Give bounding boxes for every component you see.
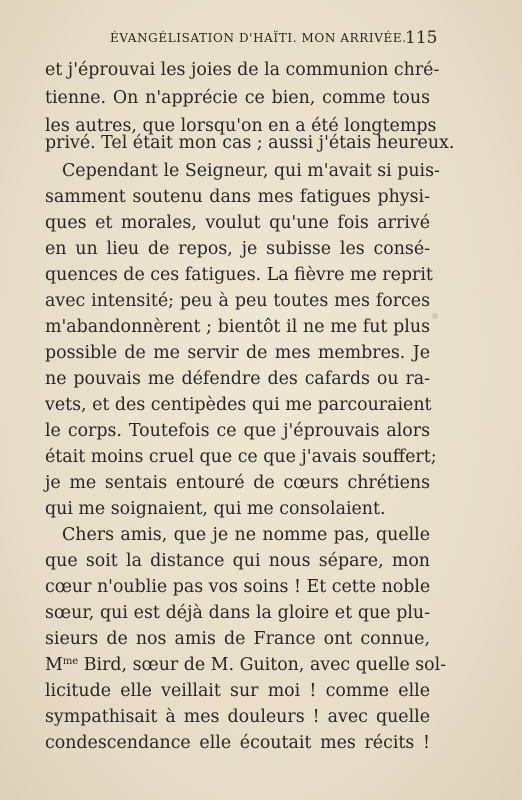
text-line: ques et morales, voulut qu'une fois arrivé [45, 213, 430, 233]
text-line: licitude elle veillait sur moi ! comme elle [45, 681, 430, 701]
text-line: les autres, que lorsqu'on en a été longtemps [45, 116, 437, 136]
text-line-rest: Bird, sœur de M. Guiton, avec quelle sol- [83, 655, 447, 675]
text-line: samment soutenu dans mes fatigues physi- [45, 187, 430, 207]
text-line: possible de me servir de mes membres. Je [45, 343, 430, 363]
title-abbreviation: $M^{me}$ [45, 655, 79, 675]
text-line: tienne. On n'apprécie ce bien, comme tous [45, 88, 430, 108]
text-line: quences de ces fatigues. La fièvre me reprit [45, 265, 433, 285]
text-line: cœur n'oublie pas vos soins ! Et cette noble [45, 577, 431, 597]
text-line: privé. Tel était mon cas ; aussi j'étais heureux. [45, 133, 455, 153]
text-line: qui me soignaient, qui me consolaient. [45, 499, 386, 519]
paper-speck [432, 313, 438, 319]
text-line: sieurs de nos amis de France ont connue, [45, 629, 430, 649]
page-number: 115 [405, 28, 438, 48]
text-line: sœur, qui est déjà dans la gloire et que plu- [45, 603, 430, 623]
text-line: et j'éprouvai les joies de la communion chré- [45, 60, 440, 80]
text-line: vets, et des centipèdes qui me parcouraient [45, 395, 432, 415]
running-head [0, 28, 522, 51]
text-line: ne pouvais me défendre des cafards ou ra- [45, 369, 430, 389]
text-line: que soit la distance qui nous sépare, mon [45, 551, 430, 571]
text-line: condescendance elle écoutait mes récits ! [45, 733, 430, 753]
text-line: était moins cruel que ce que j'avais souffert; [45, 447, 437, 467]
text-line-with-title [45, 651, 447, 679]
text-line: m'abandonnèrent ; bientôt il ne me fut plus [45, 317, 430, 337]
running-title: ÉVANGÉLISATION D'HAÏTI. MON ARRIVÉE. [110, 31, 407, 45]
text-line: avec intensité; peu à peu toutes mes forces [45, 291, 430, 311]
text-line: je me sentais entouré de cœurs chrétiens [45, 473, 430, 493]
text-line: en un lieu de repos, je subisse les consé- [45, 239, 430, 259]
paragraph-start-line: Chers amis, que je ne nomme pas, quelle [62, 525, 430, 545]
paragraph-start-line: Cependant le Seigneur, qui m'avait si puis- [62, 161, 440, 181]
text-line: sympathisait à mes douleurs ! avec quelle [45, 707, 430, 727]
text-line: le corps. Toutefois ce que j'éprouvais alors [45, 421, 430, 441]
